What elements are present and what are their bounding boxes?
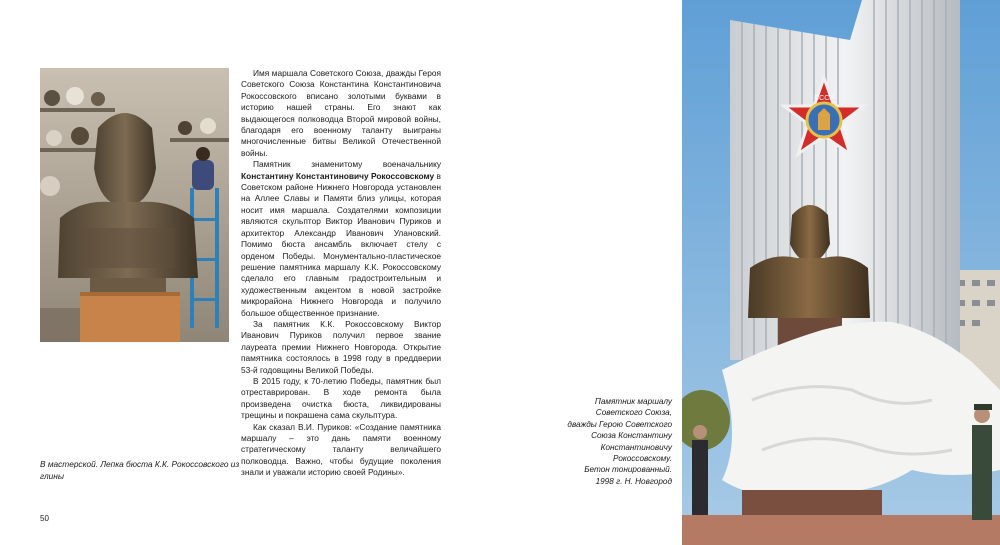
caption-line: Союза Константину (591, 431, 672, 441)
monument-photo (682, 0, 1000, 545)
paragraph-2-rest: в Советском районе Нижнего Новгорода установлен на Аллее Славы и Памяти близ улицы, которая носит имя маршала. Создателями композиции являются скульптор Виктор Иванович Пуриков и архитектор Александр Иванович Улановский. Помимо бюста ансамбль включает стелу с орденом Победы. Монументально-пластическое решение памятника маршалу К.К. Рокоссовскому сделало его главным градостроительным и художественным акцентом в новой застройке микрорайона Нижнего Новгорода и получило большое общественное признание. (241, 170, 441, 318)
caption-line: 1998 г. Н. Новгород (595, 476, 672, 486)
marshal-name-bold: Константину Константиновичу Рокоссовскому (241, 170, 435, 181)
article-paragraph-1: Имя маршала Советского Союза, дважды Героя Советского Союза Константина Константиновича Рокоссовского вписано золотыми буквами в историю нашей страны. Его знают как выдающегося полководца Второй мировой войны, благодаря его военному таланту выиграны многочисленные битвы Великой Отечественной войны. (241, 68, 441, 158)
caption-line: Бетон тонированный. (584, 465, 672, 475)
caption-line: Советского Союза, (595, 408, 672, 418)
caption-line: дважды Герою Советского (567, 419, 672, 429)
workshop-photo (40, 68, 229, 342)
workshop-illustration (40, 68, 229, 342)
right-photo-caption (548, 396, 672, 487)
order-inscription: СССР (814, 95, 834, 102)
article-paragraph-4: В 2015 году, к 70-летию Победы, памятник был отреставрирован. В ходе ремонта была произведена очистка бюста, ликвидированы трещины и покрашена сама скульптура. (241, 375, 441, 421)
caption-line: Памятник маршалу (594, 397, 672, 406)
paragraph-2-intro: Памятник знаменитому военачальнику (253, 159, 441, 170)
monument-illustration (682, 0, 1000, 545)
left-photo-caption: В мастерской. Лепка бюста К.К. Рокоссовского из глины (40, 459, 240, 481)
article-paragraph-3: За памятник К.К. Рокоссовскому Виктор Иванович Пуриков получил первое звание лауреата премии Нижнего Новгорода. Открытие памятника состоялось в 1998 году в преддверии 53-й годовщины Великой Победы. (241, 318, 441, 375)
page-number: 50 (40, 514, 49, 523)
article-paragraph-2 (241, 159, 441, 319)
caption-line: Константиновичу (600, 442, 672, 452)
caption-line: Рокоссовскому. (612, 454, 672, 464)
article-paragraph-5: Как сказал В.И. Пуриков: «Создание памятника маршалу – это дань памяти военному стратегическому таланту величайшего полководца. Важно, чтобы будущие поколения знали и уважали историю своей Родины». (241, 421, 441, 478)
article-body (241, 68, 441, 479)
